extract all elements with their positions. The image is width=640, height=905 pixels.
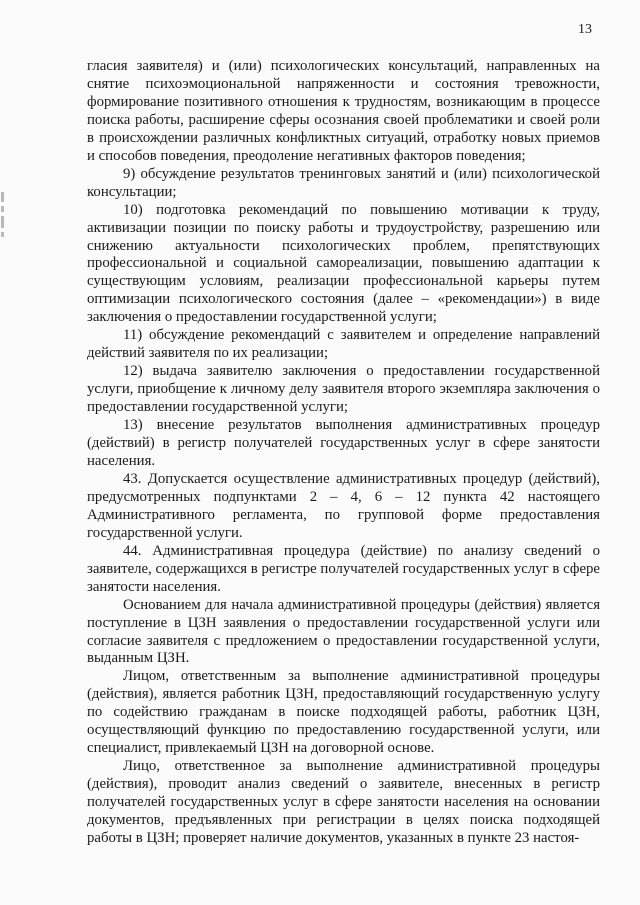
- list-item-11: 11) обсуждение рекомендаций с заявителем и определение направлений действий заявителя по их реализации;: [87, 327, 600, 362]
- page-number: 13: [578, 22, 592, 37]
- paragraph-basis: Основанием для начала административной процедуры (действия) является поступление в ЦЗН заявления о предоставлении государственной услуги или согласие заявителя с предложением о предоставлении государственной услуги, выданным ЦЗН.: [87, 596, 600, 667]
- clause-44: 44. Административная процедура (действие) по анализу сведений о заявителе, содержащихся в регистре получателей государственных услуг в сфере занятости населения.: [87, 542, 600, 595]
- list-item-12: 12) выдача заявителю заключения о предоставлении государственной услуги, приобщение к личному делу заявителя второго экземпляра заключения о предоставлении государственной услуги;: [87, 363, 600, 416]
- paragraph-analysis: Лицо, ответственное за выполнение административной процедуры (действия), проводит анализ сведений о заявителе, внесенных в регистр получателей государственных услуг в сфере занятости населения на основании документов, предъявленных при регистрации в целях поиска подходящей работы в ЦЗН; проверяет наличие документов, указанных в пункте 23 настоя-: [87, 758, 600, 846]
- list-item-9: 9) обсуждение результатов тренинговых занятий и (или) психологической консультации;: [87, 165, 600, 200]
- document-body: [87, 58, 600, 848]
- paragraph-continuation: гласия заявителя) и (или) психологических консультаций, направленных на снятие психоэмоциональной напряженности и состояния тревожности, формирование позитивного отношения к трудностям, возникающим в процессе поиска работы, расширение сферы осознания своей проблематики и своей роли в происхождении различных конфликтных ситуаций, отработку новых приемов и способов поведения, преодоление негативных факторов поведения;: [87, 58, 600, 164]
- scan-margin-marks: [0, 0, 8, 905]
- paragraph-responsible-person: Лицом, ответственным за выполнение административной процедуры (действия), является работник ЦЗН, предоставляющий государственную услугу по содействию гражданам в поиске подходящей работы, работник ЦЗН, осуществляющий функцию по предоставлению государственной услуги, или специалист, привлекаемый ЦЗН на договорной основе.: [87, 668, 600, 757]
- list-item-13: 13) внесение результатов выполнения административных процедур (действий) в регистр получателей государственных услуг в сфере занятости населения.: [87, 417, 600, 469]
- clause-43: 43. Допускается осуществление административных процедур (действий), предусмотренных подпунктами 2 – 4, 6 – 12 пункта 42 настоящего Административного регламента, по групповой форме предоставления государственной услуги.: [87, 470, 600, 541]
- list-item-10: 10) подготовка рекомендаций по повышению мотивации к труду, активизации позиции по поиску работы и трудоустройству, разрешению или снижению актуальности психологических проблем, препятствующих профессиональной и социальной самореализации, повышению адаптации к существующим условиям, реализации профессиональной карьеры путем оптимизации психологического состояния (далее – «рекомендации») в виде заключения о предоставлении государственной услуги;: [87, 201, 600, 326]
